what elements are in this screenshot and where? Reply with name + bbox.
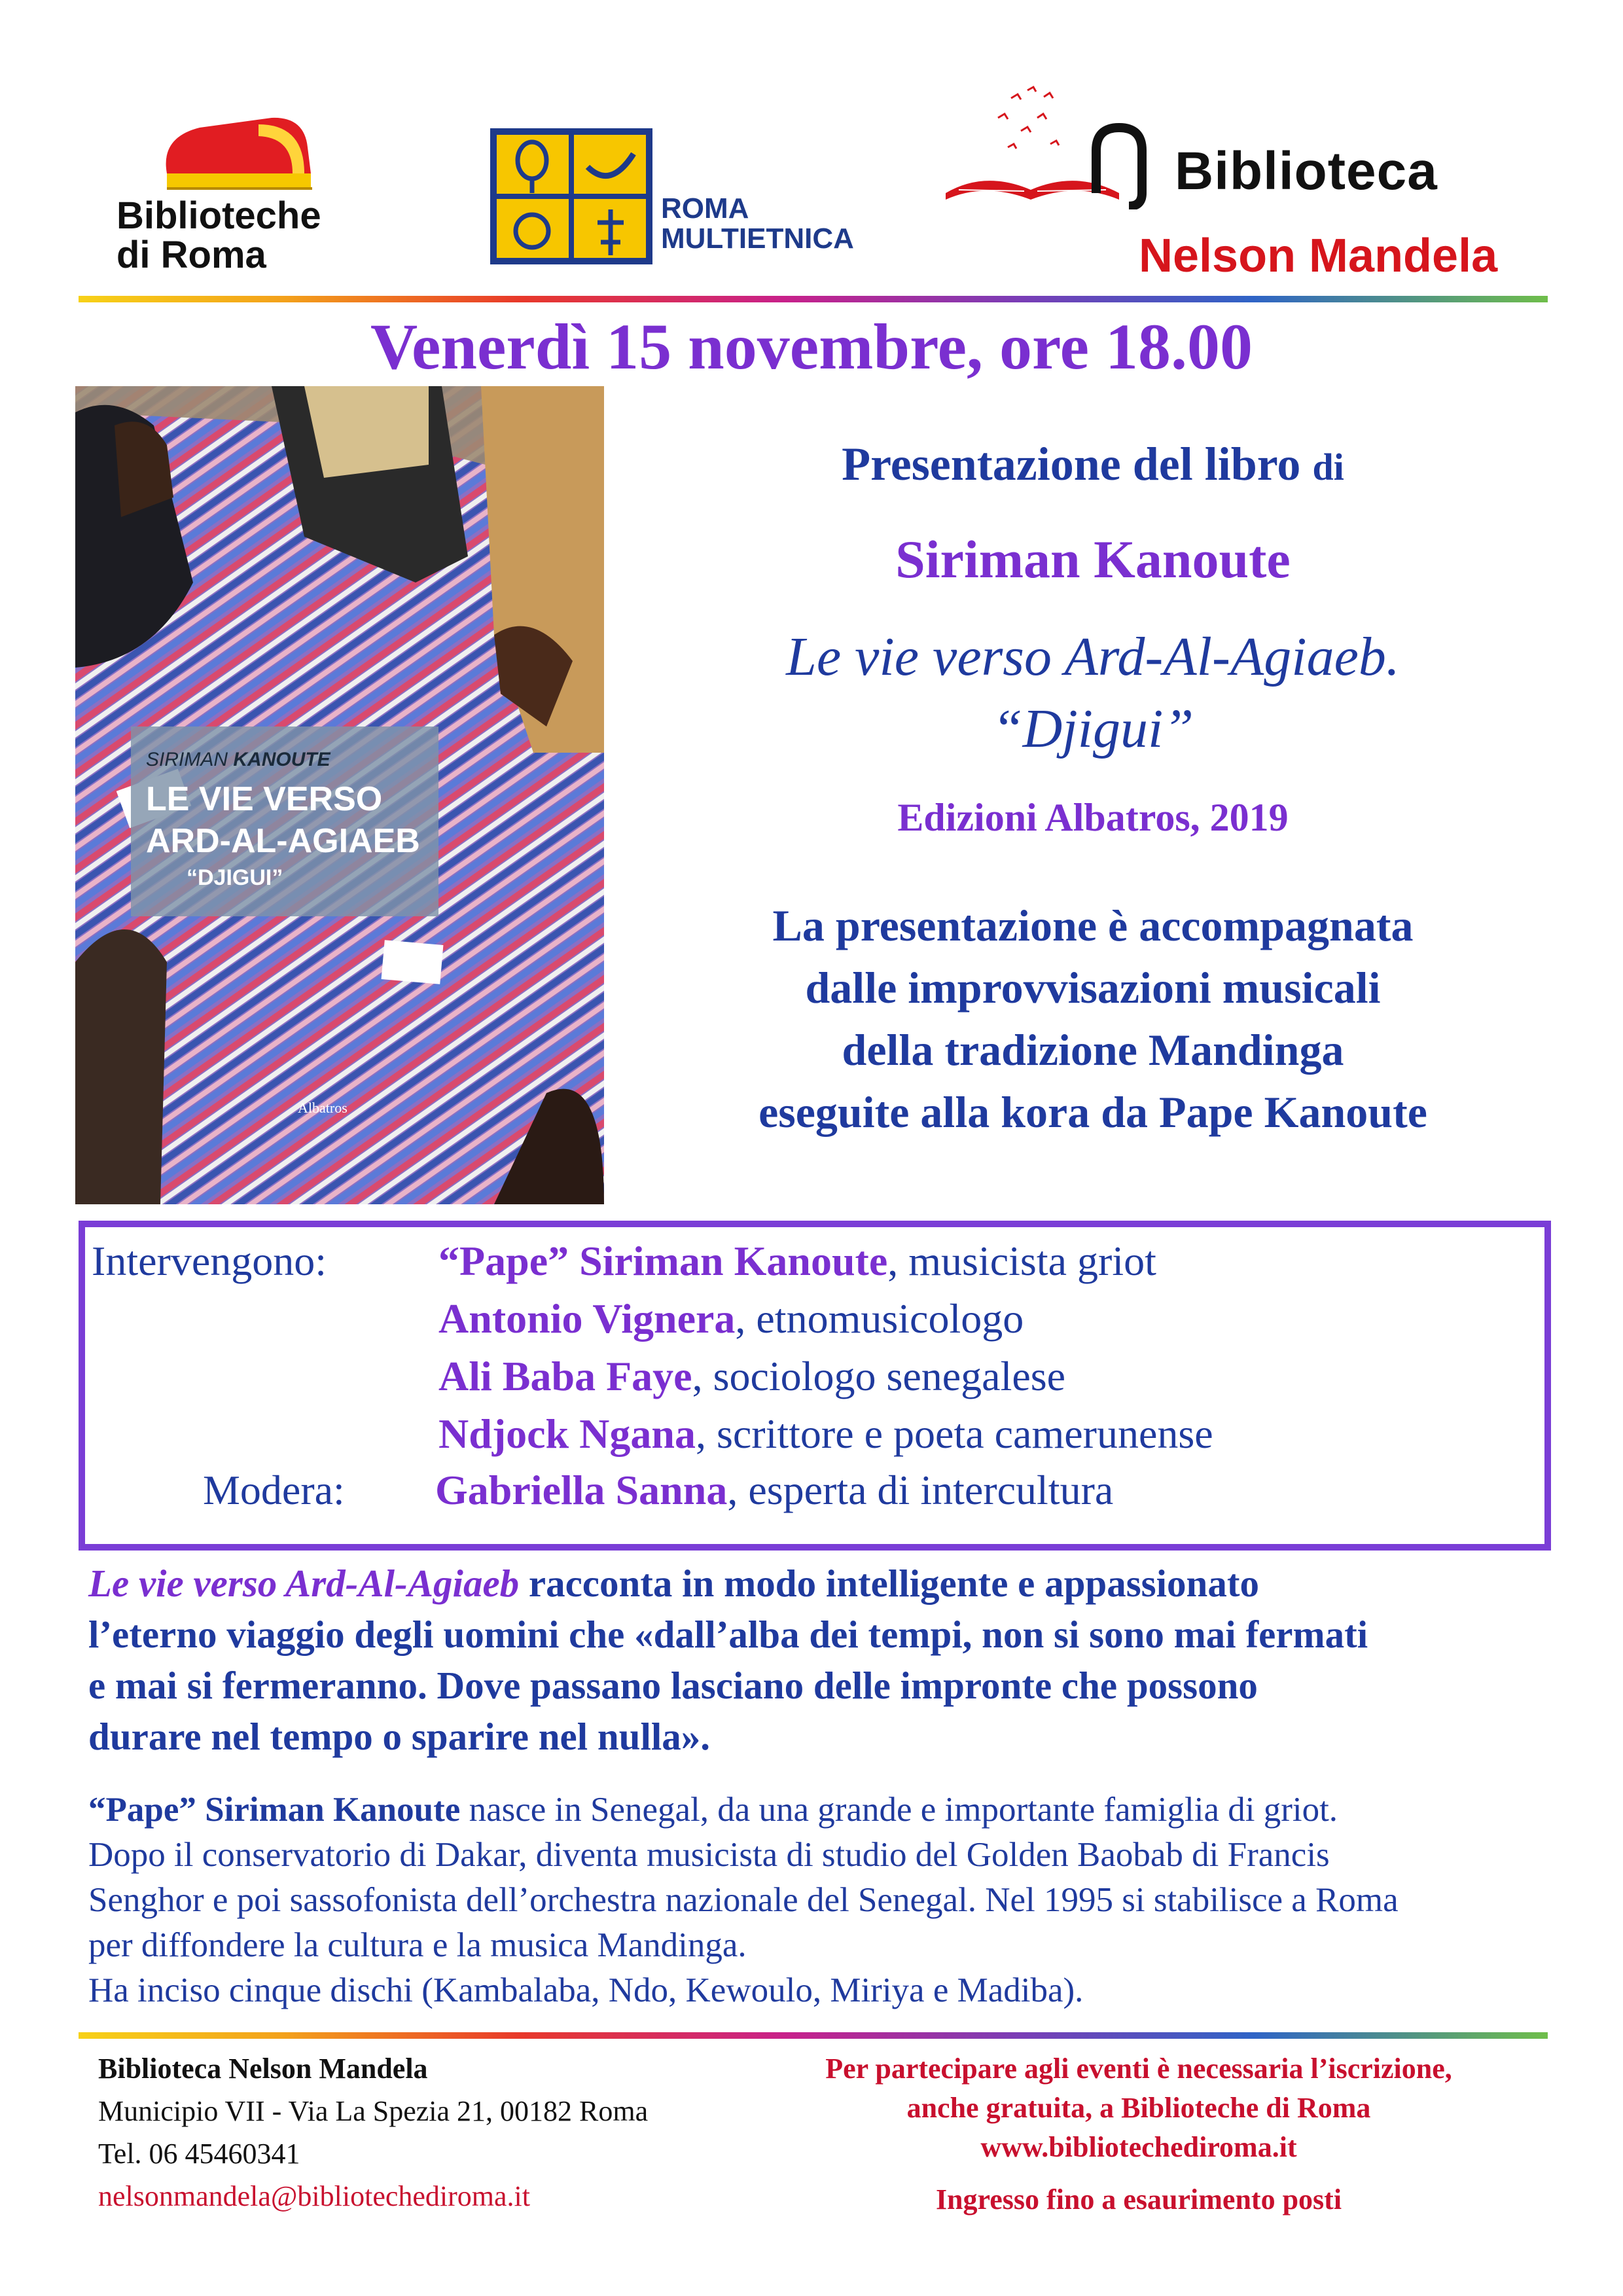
book-title-line1: Le vie verso Ard-Al-Agiaeb. [786,626,1400,687]
footer-email-link[interactable]: nelsonmandela@bibliotechediroma.it [98,2180,530,2212]
description-line: dalle improvvisazioni musicali [805,963,1381,1013]
speaker-entry: “Pape” Siriman Kanoute, musicista griot [438,1238,1156,1284]
event-date-heading: Venerdì 15 novembre, ore 18.00 [370,310,1253,383]
footer-library-name: Biblioteca Nelson Mandela [98,2053,428,2085]
quote-line: l’eterno viaggio degli uomini che «dall’alba dei tempi, non si sono mai fermati [88,1613,1368,1656]
biblioteche-di-roma-book-icon [141,111,324,203]
registration-notice-line2: anche gratuita, a Biblioteche di Roma [906,2092,1371,2124]
biblioteca-nelson-mandela-book-icon [933,79,1162,209]
publisher-info: Edizioni Albatros, 2019 [897,796,1289,839]
website-link[interactable]: www.bibliotechediroma.it [980,2131,1297,2163]
header-rainbow-divider [79,296,1548,302]
cover-author-name: SIRIMAN KANOUTE [146,749,330,770]
bio-line: Ha inciso cinque dischi (Kambalaba, Ndo, Kewoulo, Miriya e Madiba). [88,1971,1084,2009]
book-cover-image [75,386,604,1204]
bio-line: Dopo il conservatorio di Dakar, diventa musicista di studio del Golden Baobab di Francis [88,1836,1330,1874]
author-name: Siriman Kanoute [895,529,1291,589]
book-title-line2: “Djigui” [991,698,1194,759]
description-line: della tradizione Mandinga [842,1025,1344,1075]
description-line: La presentazione è accompagnata [772,901,1414,950]
bio-line: Senghor e poi sassofonista dell’orchestra nazionale del Senegal. Nel 1995 si stabilisce a Roma [88,1881,1399,1919]
registration-notice-line1: Per partecipare agli eventi è necessaria l’iscrizione, [825,2053,1452,2085]
footer-rainbow-divider [79,2032,1548,2039]
presentation-title: Presentazione del libro di [842,438,1344,490]
cover-title-line1: LE VIE VERSO [146,780,383,818]
speaker-entry: Ndjock Ngana, scrittore e poeta camerunense [438,1410,1213,1457]
entry-note: Ingresso fino a esaurimento posti [935,2183,1342,2215]
speakers-label: Intervengono: [92,1238,327,1284]
cover-title-line3: “DJIGUI” [187,865,283,890]
description-line: eseguite alla kora da Pape Kanoute [758,1087,1427,1137]
quote-line: Le vie verso Ard-Al-Agiaeb racconta in modo intelligente e appassionato [88,1562,1259,1605]
cover-title-line2: ARD-AL-AGIAEB [146,822,420,860]
biblioteche-di-roma-logo-text: Biblioteche di Roma [116,194,321,276]
footer-address: Municipio VII - Via La Spezia 21, 00182 Roma [98,2095,649,2127]
speaker-entry: Antonio Vignera, etnomusicologo [438,1295,1024,1342]
bio-line: per diffondere la cultura e la musica Mandinga. [88,1926,747,1964]
roma-multietnica-logo-icon [490,128,653,265]
biblioteca-logo-word: Biblioteca [1175,141,1438,201]
footer-phone: Tel. 06 45460341 [98,2138,300,2170]
quote-line: durare nel tempo o sparire nel nulla». [88,1715,711,1758]
nelson-mandela-logo-name: Nelson Mandela [1139,230,1498,282]
moderator-entry: Gabriella Sanna, esperta di intercultura [435,1467,1114,1513]
moderator-label: Modera: [203,1467,345,1513]
quote-line: e mai si fermeranno. Dove passano lasciano delle impronte che possono [88,1664,1258,1707]
cover-publisher: Albatros [298,1100,348,1116]
roma-multietnica-logo-text: ROMA MULTIETNICA [661,192,854,255]
speaker-entry: Ali Baba Faye, sociologo senegalese [438,1353,1066,1399]
bio-line: “Pape” Siriman Kanoute nasce in Senegal, da una grande e importante famiglia di griot. [88,1791,1338,1829]
